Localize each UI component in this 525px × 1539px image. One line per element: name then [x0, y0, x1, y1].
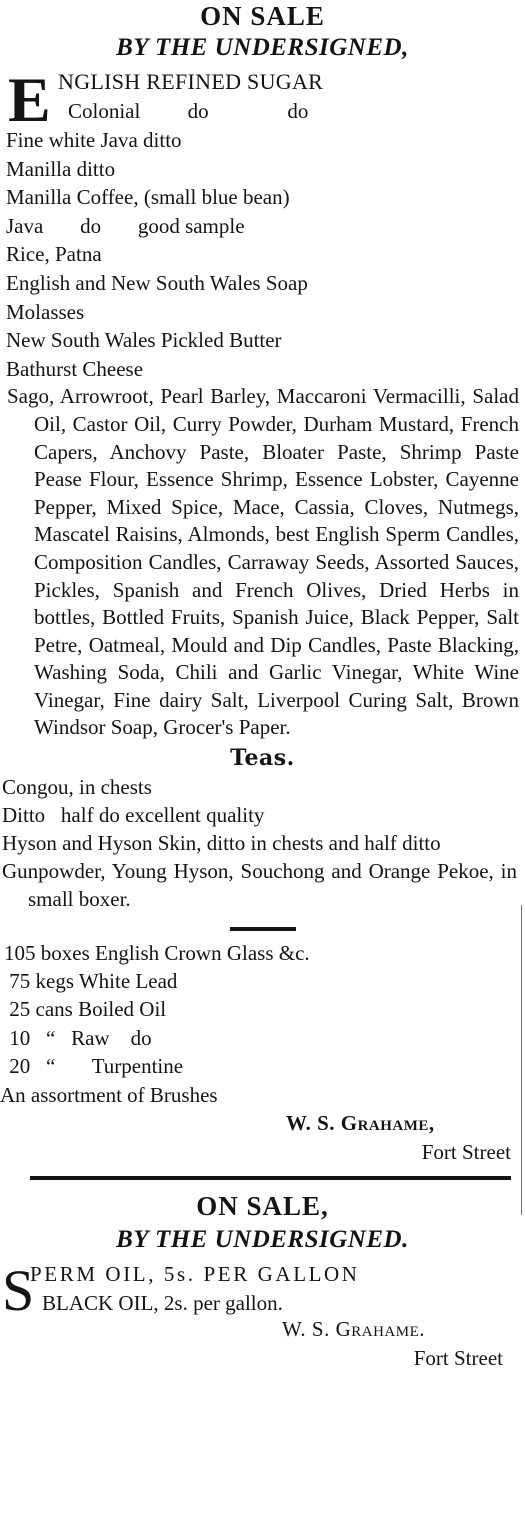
section-divider [30, 1176, 511, 1180]
ad1-second-line: Colonial do do [68, 98, 309, 123]
list-item: Manilla Coffee, (small blue bean) [6, 185, 290, 210]
goods-list [0, 939, 525, 1109]
list-item: 20 “ Turpentine [4, 1054, 184, 1079]
short-divider [230, 927, 296, 931]
signature-place: Fort Street [413, 1345, 503, 1370]
ad1-first-line: NGLISH REFINED SUGAR [58, 69, 324, 94]
list-item: 10 “ Raw do [4, 1025, 152, 1050]
teas-heading: Teas. [230, 745, 295, 772]
signature-name: W. S. Grahame. [282, 1317, 425, 1342]
signature-name: W. S. Grahame, [286, 1111, 435, 1136]
list-item: Rice, Patna [6, 242, 102, 267]
column-edge-line [521, 905, 522, 1215]
list-item: Ditto half do excellent quality [2, 802, 265, 827]
list-item: New South Wales Pickled Butter [6, 328, 282, 353]
list-item: Java do good sample [6, 213, 245, 238]
ad1-dropcap: E [8, 64, 51, 135]
list-item: Manilla ditto [6, 156, 116, 181]
ad1-subheading: BY THE UNDERSIGNED, [116, 34, 409, 61]
list-item: Molasses [6, 299, 85, 324]
teas-list [0, 773, 525, 913]
ad2-opening [0, 1258, 525, 1324]
list-item: Fine white Java ditto [6, 128, 182, 152]
signature-place: Fort Street [421, 1139, 511, 1164]
list-item: Gunpowder, Young Hyson, Souchong and Orange Pekoe, in small boxer. [2, 858, 517, 911]
ad1-opening [0, 64, 525, 135]
list-item: 75 kegs White Lead [4, 969, 178, 994]
list-item: Bathurst Cheese [6, 356, 144, 381]
list-item: 105 boxes English Crown Glass &c. [4, 940, 310, 965]
ad2-dropcap: S [2, 1258, 35, 1324]
list-item: An assortment of Brushes [0, 1082, 218, 1107]
ad1-heading: ON SALE [200, 1, 325, 31]
ad2-line-1: PERM OIL, 5s. PER GALLON [30, 1262, 360, 1287]
list-item: English and New South Wales Soap [6, 270, 308, 295]
ad2-subheading: BY THE UNDERSIGNED. [116, 1226, 409, 1254]
list-item: Congou, in chests [2, 774, 152, 799]
ad1-items-list [0, 126, 525, 383]
ad1-sago-paragraph: Sago, Arrowroot, Pearl Barley, Maccaroni Vermacilli, Salad Oil, Castor Oil, Curry Powder, Durham Mustard, French Capers, Anchovy Paste, Bloater Paste, Shrimp Paste Pease Flour, Essence Shrimp, Essence Lobster, Cayenne Pepper, Mixed Spice, Mace, Cassia, Cloves, Nutmegs, Mascatel Raisins, Almonds, best English Sperm Candles, Composition Candles, Carraway Seeds, Assorted Sauces, Pickles, Spanish and French Olives, Dried Herbs in bottles, Bottled Fruits, Spanish Juice, Black Pepper, Salt Petre, Oatmeal, Mould and Dip Candles, Paste Blacking, Washing Soda, Chili and Garlic Vinegar, White Wine Vinegar, Fine dairy Salt, Liverpool Curing Salt, Brown Windsor Soap, Grocer's Paper. [7, 384, 519, 740]
ad2-line-2: BLACK OIL, 2s. per gallon. [42, 1290, 283, 1315]
ad2-heading: ON SALE, [196, 1191, 329, 1222]
list-item: 25 cans Boiled Oil [4, 997, 167, 1022]
list-item: Hyson and Hyson Skin, ditto in chests and half ditto [2, 830, 441, 855]
ad1-signature [0, 1109, 525, 1166]
ad2-signature [0, 1315, 525, 1372]
advertisement-sperm-oil [0, 1190, 525, 1372]
